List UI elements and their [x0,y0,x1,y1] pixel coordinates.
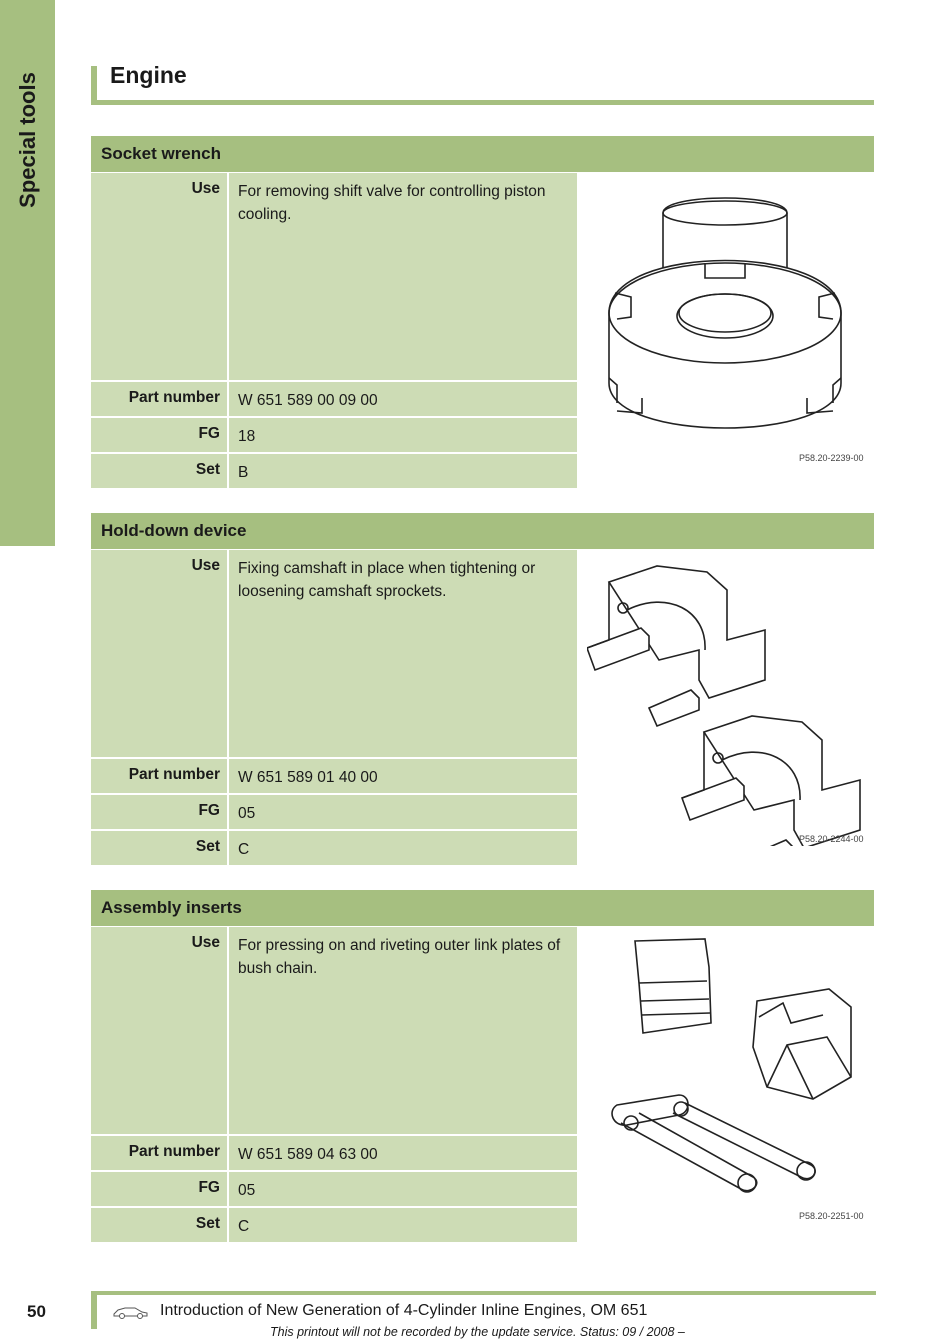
use-label: Use [91,927,227,1134]
fg-row [91,418,577,452]
side-tab [0,0,55,546]
use-row [91,550,577,757]
set-row [91,1208,577,1242]
section-heading: Hold-down device [91,513,874,549]
footer-title: Introduction of New Generation of 4-Cylinder Inline Engines, OM 651 [160,1302,648,1319]
set-label: Set [91,831,227,865]
fg-label: FG [91,1172,227,1206]
socket-wrench-drawing [587,173,874,469]
set-label: Set [91,454,227,488]
page-number: 50 [27,1302,46,1321]
hold-down-device-drawing [587,550,874,846]
use-value: For removing shift valve for controlling piston cooling. [229,173,577,380]
part-number-value: W 651 589 00 09 00 [229,382,577,416]
part-number-label: Part number [91,1136,227,1170]
side-tab-label: Special tools [15,72,40,208]
fg-label: FG [91,795,227,829]
fg-label: FG [91,418,227,452]
part-number-row [91,759,577,793]
footer-accent-bar [91,1291,97,1329]
part-number-value: W 651 589 04 63 00 [229,1136,577,1170]
tool-section-socket-wrench [91,136,874,481]
fg-value: 05 [229,795,577,829]
figure-id: P58.20-2244-00 [799,834,864,844]
tool-table [91,550,577,867]
part-number-label: Part number [91,382,227,416]
use-label: Use [91,550,227,757]
section-heading: Socket wrench [91,136,874,172]
fg-row [91,795,577,829]
section-heading: Assembly inserts [91,890,874,926]
use-label: Use [91,173,227,380]
set-label: Set [91,1208,227,1242]
part-number-row [91,1136,577,1170]
tool-section-assembly-inserts [91,890,874,1235]
tool-section-hold-down-device [91,513,874,858]
part-number-row [91,382,577,416]
set-value: B [229,454,577,488]
use-row [91,173,577,380]
footer-rule [91,1291,876,1295]
page-title: Engine [110,62,187,88]
use-row [91,927,577,1134]
title-rule [91,100,874,105]
fg-value: 18 [229,418,577,452]
figure-id: P58.20-2251-00 [799,1211,864,1221]
set-value: C [229,1208,577,1242]
fg-value: 05 [229,1172,577,1206]
footer-note: This printout will not be recorded by the update service. Status: 09 / 2008 – [270,1325,685,1339]
set-value: C [229,831,577,865]
part-number-label: Part number [91,759,227,793]
set-row [91,454,577,488]
set-row [91,831,577,865]
title-accent-bar [91,66,97,104]
tool-table [91,927,577,1244]
car-icon [113,1303,149,1319]
figure-id: P58.20-2239-00 [799,453,864,463]
use-value: Fixing camshaft in place when tightening or loosening camshaft sprockets. [229,550,577,757]
assembly-inserts-drawing [587,927,874,1223]
tool-table [91,173,577,490]
part-number-value: W 651 589 01 40 00 [229,759,577,793]
fg-row [91,1172,577,1206]
use-value: For pressing on and riveting outer link plates of bush chain. [229,927,577,1134]
